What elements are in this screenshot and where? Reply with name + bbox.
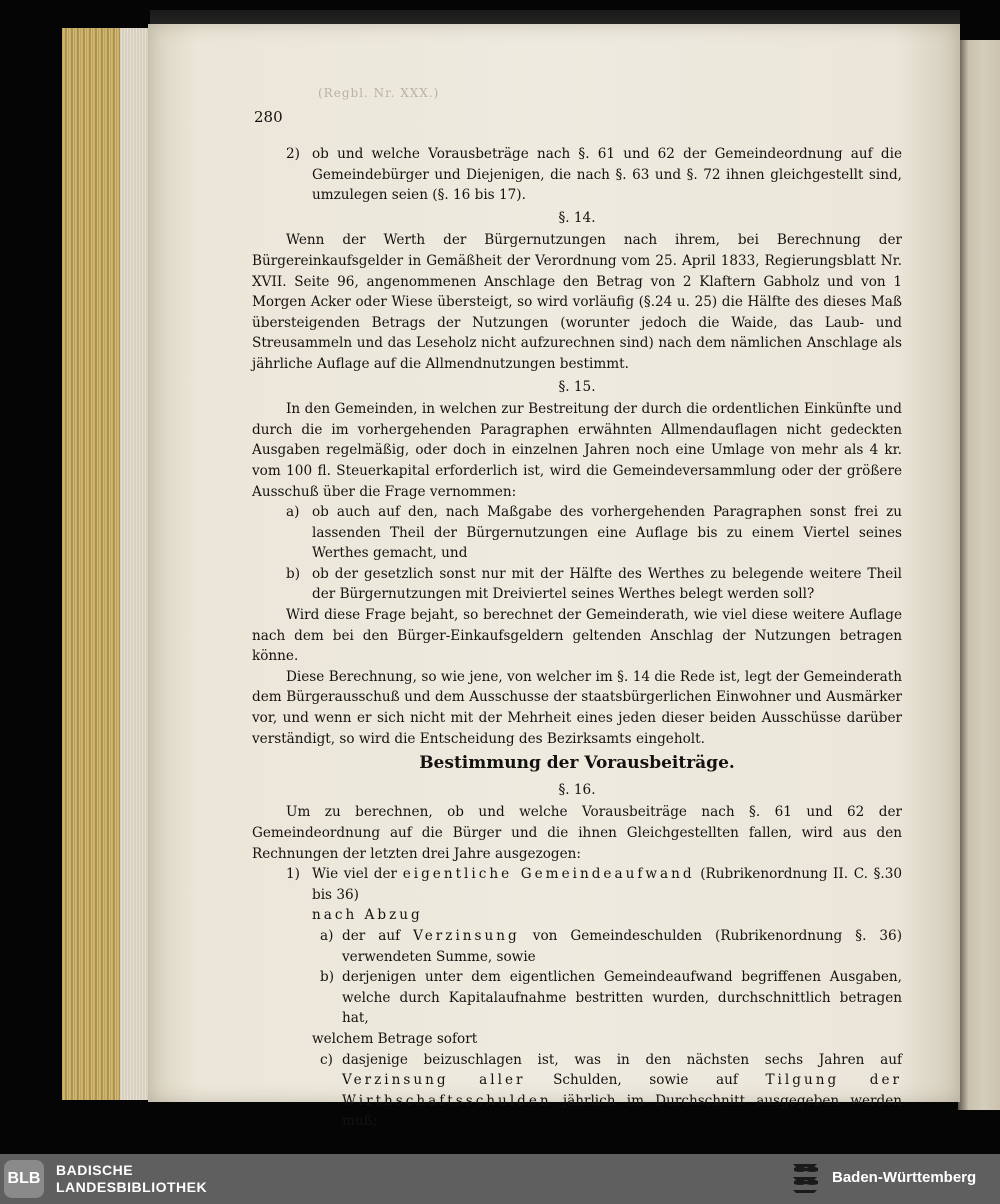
spaced-term: nach Abzug [312,907,423,924]
item-text [312,864,902,926]
sub-item [252,926,902,967]
item-text-part: der auf [342,927,401,944]
paragraph-15c: Diese Berechnung, so wie jene, von welcher im §. 14 die Rede ist, legt der Gemeinderath dem Bürgerausschuß und dem Ausschusse der staatsbürgerlichen Einwohner und Ausmärker vor, und wenn er sich nicht mit der Mehrheit eines jeden dieser beiden Ausschüsse darüber verständigt, so wird die Entscheidung des Bezirksamts eingeholt. [252,668,902,747]
section-number-15: §. 15. [558,378,596,395]
spaced-term: Verzinsung aller [342,1072,526,1089]
institution-name[interactable] [56,1162,207,1196]
item-marker: 2) [286,146,300,162]
item-marker: a) [286,504,300,521]
item-marker: c) [320,1051,333,1068]
book-page-edges [62,28,152,1100]
running-head: (Regbl. Nr. XXX.) [318,86,440,100]
item-text [342,926,902,967]
item-text-part: dasjenige beizuschlagen ist, was in den nächsten sechs Jahren auf [342,1051,902,1068]
paragraph-15: In den Gemeinden, in welchen zur Bestreitung der durch die ordentlichen Einkünfte und durch die im vorhergehenden Paragraphen erwähnten Allmendauflagen nicht gedeckten Ausgaben regelmäßig, oder doch in einzelnen Jahren noch eine Umlage von mehr als 4 kr. vom 100 fl. Steuerkapital erforderlich ist, wird die Gemeindeversammlung oder der größere Ausschuß über die Frage vernommen: [252,401,902,500]
spaced-term: Verzinsung [413,927,520,944]
section-number-16: §. 16. [558,781,596,798]
item-text: ob der gesetzlich sonst nur mit der Hälfte des Werthes zu belegende weitere Theil der Bürgernutzungen mit Dreiviertel seines Werthes belegt werden soll? [312,565,902,603]
paragraph-14: Wenn der Werth der Bürgernutzungen nach ihrem, bei Berechnung der Bürgereinkaufsgelder in Gemäßheit der Verordnung vom 25. April 1833, Regierungsblatt Nr. XVII. Seite 96, angenommenen Anschlage den Betrag von 2 Klaftern Gabholz und von 1 Morgen Acker oder Wiese übersteigt, so wird vorläufig (§.24 u. 25) die Hälfte des dieses Maß übersteigenden Betrags der Nutzungen (worunter jedoch die Waide, das Laub- und Streusammeln und das Leseholz nicht aufzurechnen sind) nach dem nämlichen Anschlage als jährliche Auflage auf die Allmendnutzungen bestimmt. [252,232,902,372]
page-number: 280 [254,108,283,126]
item-text-part: von Gemeindeschulden (Rubrikenordnung §. 36) verwendeten Summe, sowie [342,927,902,965]
state-name[interactable]: Baden-Württemberg [832,1169,977,1186]
item-text: ob auch auf den, nach Maßgabe des vorhergehenden Paragraphen sonst frei zu lassenden Theil der Bürgernutzungen eine Auflage bis zu einem Viertel seines Werthes gemacht, und [312,504,902,562]
blb-logo[interactable]: BLB [4,1160,44,1198]
sub-item [252,967,902,1029]
item-text-part: Wie viel der [312,866,398,883]
paragraph-15b: Wird diese Frage bejaht, so berechnet der Gemeinderath, wie viel diese weitere Auflage nach dem bei den Bürger-Einkaufsgeldern geltenden Anschlag der Nutzungen betragen könne. [252,607,902,665]
list-item [252,144,902,206]
item-text: derjenigen unter dem eigentlichen Gemeindeaufwand begriffenen Ausgaben, welche durch Kapitalaufnahme bestritten wurden, durchschnittlich betragen hat, [342,969,902,1027]
list-item [252,564,902,605]
footer-bar [0,1154,1000,1204]
sub-item [252,1050,902,1132]
facing-page-edge [958,40,1000,1110]
spaced-term: Tilgung der Wirthschaftsschulden [342,1072,902,1109]
page-text [252,144,902,1132]
item-text-part: jährlich im Durchschnitt ausgegeben werden muß; [342,1092,903,1130]
paragraph-16: Um zu berechnen, ob und welche Vorausbeiträge nach §. 61 und 62 der Gemeindeordnung auf die Bürger und die ihnen Gleichgestellten fallen, wird aus den Rechnungen der letzten drei Jahre ausgezogen: [252,804,902,862]
item-marker: b) [320,969,335,986]
item-marker: 1) [286,866,300,883]
spaced-term: eigentliche Gemeindeaufwand [402,866,695,883]
section-heading: Bestimmung der Vorausbeiträge. [419,753,735,774]
institution-line: LANDESBIBLIOTHEK [56,1179,208,1195]
section-number-14: §. 14. [558,209,596,226]
lions-emblem-icon [790,1160,822,1198]
item-marker: b) [286,565,301,582]
item-marker: a) [320,927,334,944]
item-text-part: Schulden, sowie auf [553,1072,738,1089]
continuation-line: welchem Betrage sofort [312,1030,478,1047]
list-item [252,864,902,926]
item-text: ob und welche Vorausbeträge nach §. 61 und 62 der Gemeindeordnung auf die Gemeindebürger und Diejenigen, die nach §. 63 und §. 72 ihnen gleichgestellt sind, umzulegen seien (§. 16 bis 17). [312,146,902,204]
list-item [252,502,902,564]
item-text-part: (Rubrikenordnung II. C. §.30 bis 36) [312,866,903,903]
institution-line: BADISCHE [56,1162,134,1178]
item-text [342,1050,902,1132]
